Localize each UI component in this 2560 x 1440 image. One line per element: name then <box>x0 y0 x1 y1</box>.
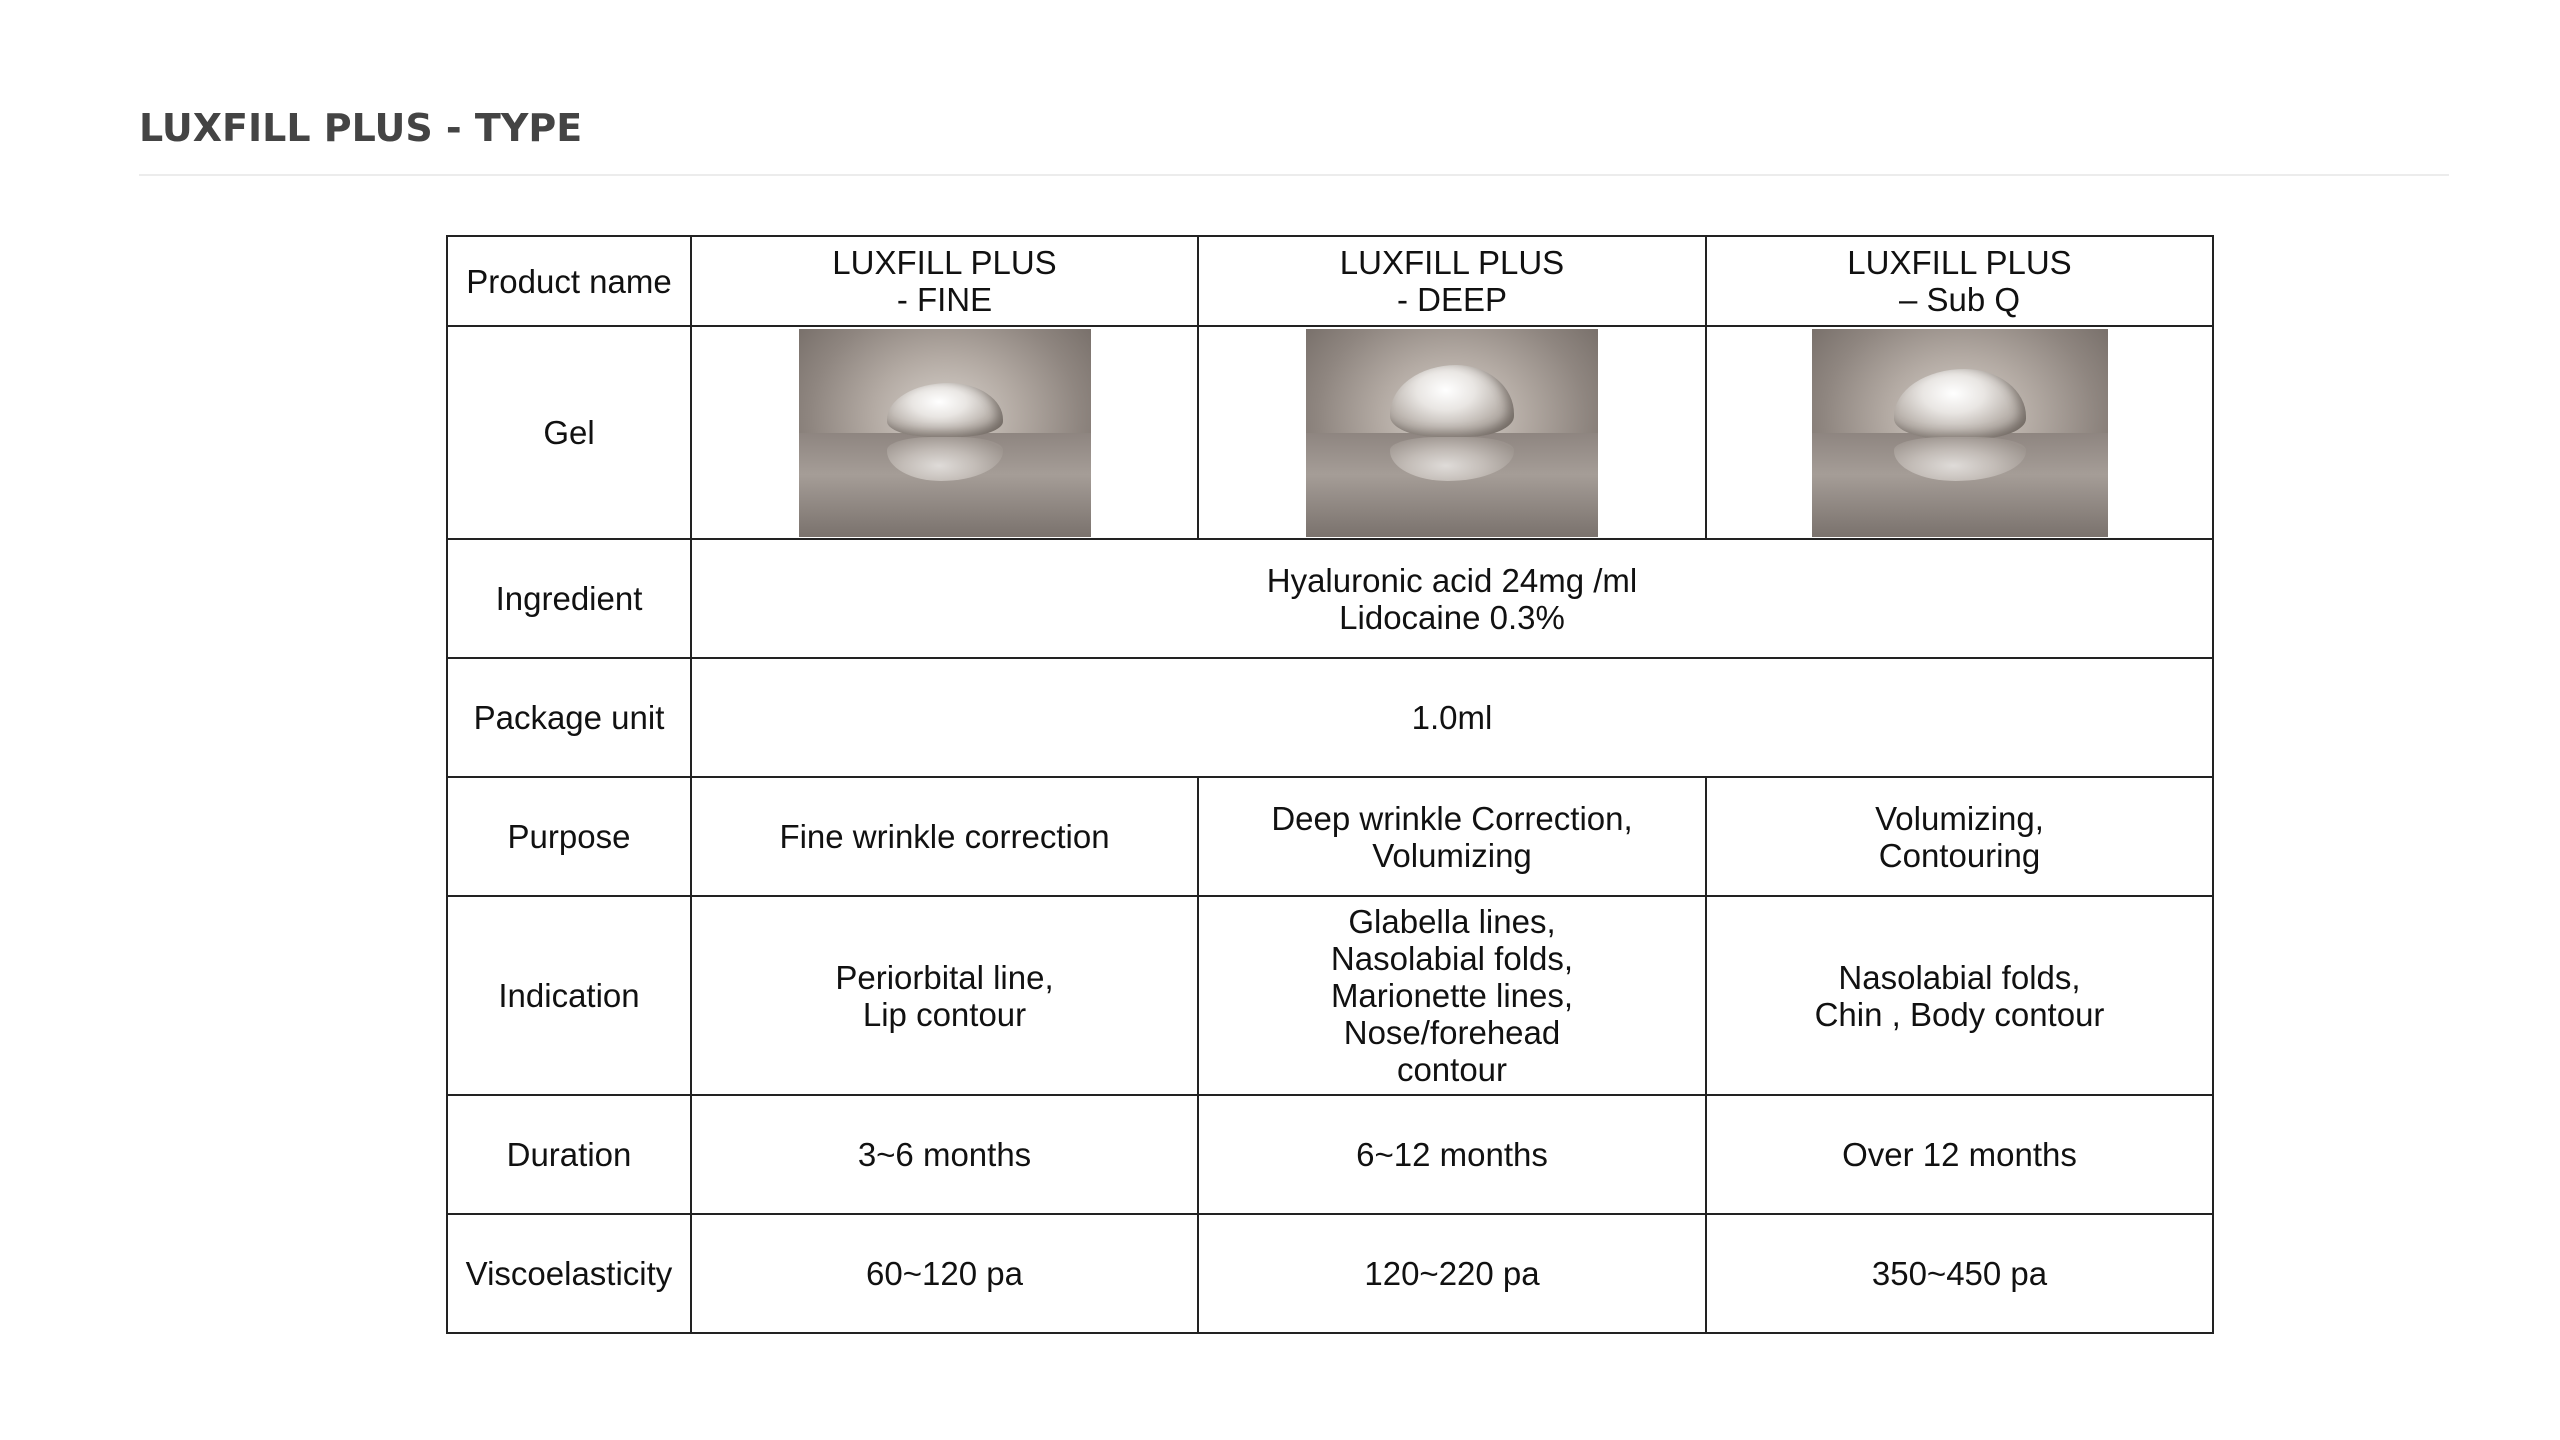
purpose-deep: Deep wrinkle Correction, Volumizing <box>1198 777 1706 896</box>
viscoelasticity-fine: 60~120 pa <box>691 1214 1198 1333</box>
gel-blob <box>887 383 1003 437</box>
table-row-ingredient <box>447 539 2213 658</box>
gel-fine-image <box>799 329 1091 537</box>
table-row-duration <box>447 1095 2213 1214</box>
package-unit-value: 1.0ml <box>691 658 2213 777</box>
row-label-package-unit: Package unit <box>447 658 691 777</box>
row-label-product-name: Product name <box>447 236 691 326</box>
table-row-purpose <box>447 777 2213 896</box>
indication-subq: Nasolabial folds, Chin , Body contour <box>1706 896 2213 1095</box>
table-row-product-name <box>447 236 2213 326</box>
gel-deep-cell <box>1198 326 1706 539</box>
row-label-duration: Duration <box>447 1095 691 1214</box>
duration-deep: 6~12 months <box>1198 1095 1706 1214</box>
row-label-gel: Gel <box>447 326 691 539</box>
duration-fine: 3~6 months <box>691 1095 1198 1214</box>
gel-subq-cell <box>1706 326 2213 539</box>
product-name-deep: LUXFILL PLUS - DEEP <box>1198 236 1706 326</box>
table-row-viscoelasticity <box>447 1214 2213 1333</box>
table-row-package-unit <box>447 658 2213 777</box>
product-name-subq: LUXFILL PLUS – Sub Q <box>1706 236 2213 326</box>
product-name-fine: LUXFILL PLUS - FINE <box>691 236 1198 326</box>
table-row-gel <box>447 326 2213 539</box>
title-divider <box>139 174 2449 176</box>
table-row-indication <box>447 896 2213 1095</box>
row-label-ingredient: Ingredient <box>447 539 691 658</box>
gel-subq-image <box>1812 329 2108 537</box>
viscoelasticity-deep: 120~220 pa <box>1198 1214 1706 1333</box>
viscoelasticity-subq: 350~450 pa <box>1706 1214 2213 1333</box>
row-label-indication: Indication <box>447 896 691 1095</box>
row-label-viscoelasticity: Viscoelasticity <box>447 1214 691 1333</box>
gel-blob <box>1390 365 1514 437</box>
indication-fine: Periorbital line, Lip contour <box>691 896 1198 1095</box>
gel-fine-cell <box>691 326 1198 539</box>
duration-subq: Over 12 months <box>1706 1095 2213 1214</box>
purpose-fine: Fine wrinkle correction <box>691 777 1198 896</box>
gel-blob <box>1894 369 2026 439</box>
page-title: LUXFILL PLUS - TYPE <box>139 106 583 150</box>
gel-deep-image <box>1306 329 1598 537</box>
ingredient-value: Hyaluronic acid 24mg /ml Lidocaine 0.3% <box>691 539 2213 658</box>
indication-deep: Glabella lines, Nasolabial folds, Marionette lines, Nose/forehead contour <box>1198 896 1706 1095</box>
row-label-purpose: Purpose <box>447 777 691 896</box>
purpose-subq: Volumizing, Contouring <box>1706 777 2213 896</box>
product-spec-table <box>446 235 2214 1334</box>
